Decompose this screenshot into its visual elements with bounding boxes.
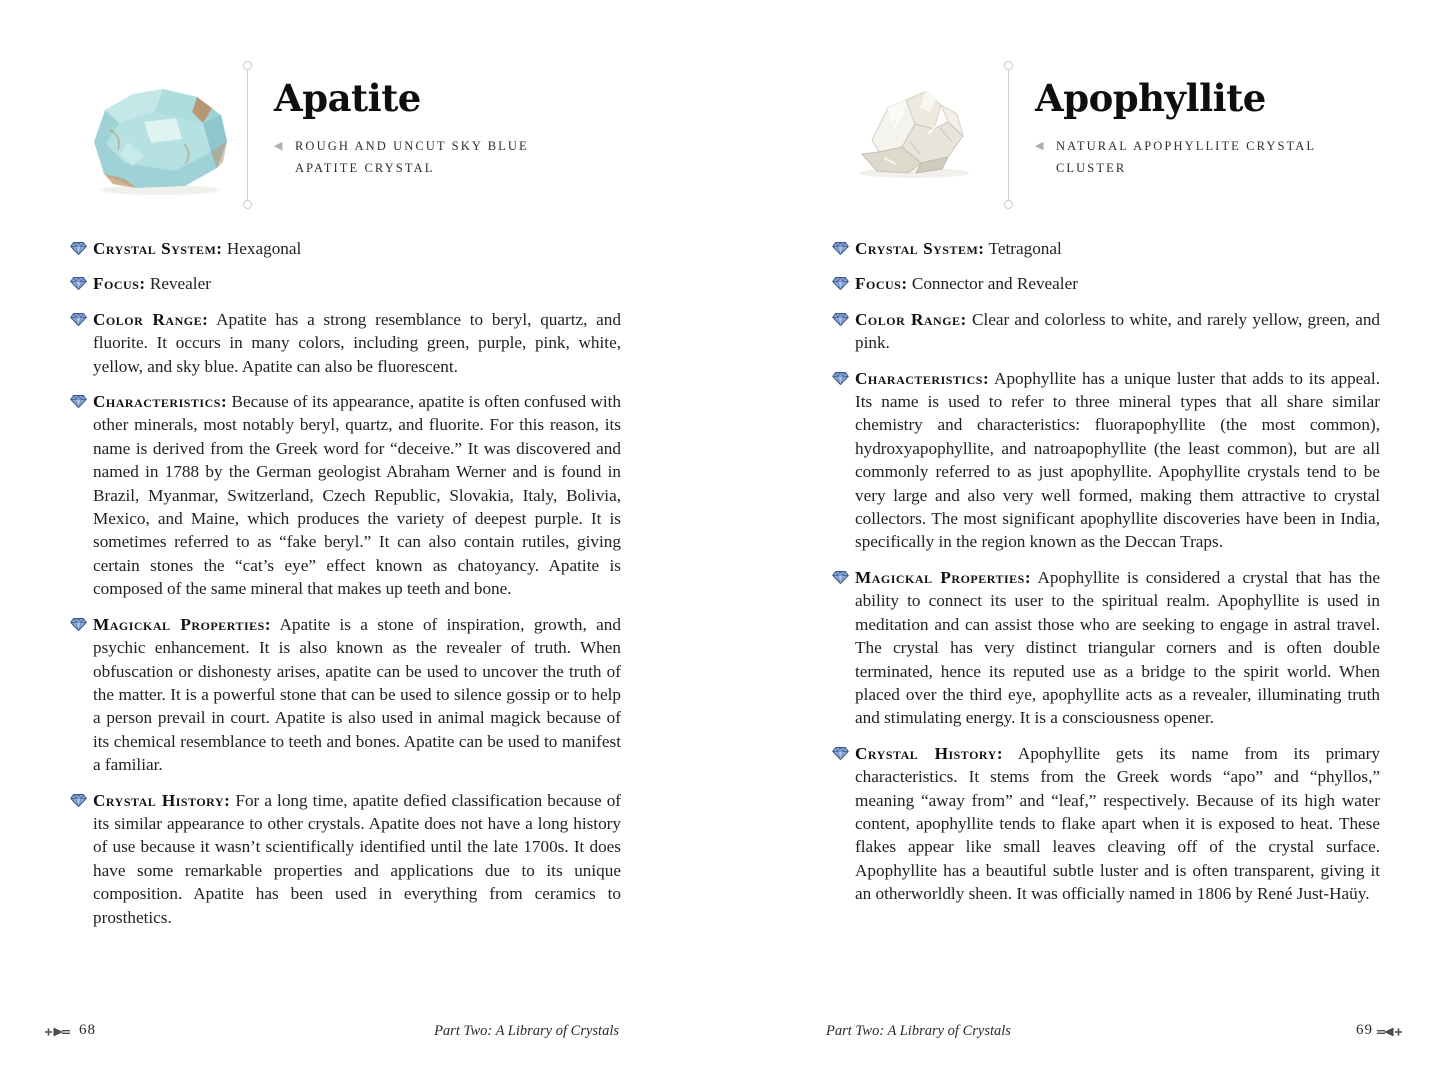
gem-bullet-icon — [70, 276, 87, 291]
entry-characteristics — [832, 367, 1380, 554]
entry-list — [832, 237, 1380, 906]
caption-arrow-icon: ◀ — [274, 138, 285, 152]
entry-crystal-system — [832, 237, 1380, 260]
entry-label: Crystal History: — [93, 790, 231, 810]
gem-bullet-icon — [832, 570, 849, 585]
gem-bullet-icon — [832, 312, 849, 327]
entry-label: Color Range: — [93, 309, 209, 329]
header-divider-rule — [1008, 70, 1009, 200]
page-number: 68 — [79, 1022, 96, 1038]
entry-text: Apophyllite gets its name from its primary characteristics. It stems from the Greek words “apo” and “phyllos,” meaning “away from” and “leaf,” respectively. Because of its high water content, apophyllite tends to flake apart when it is exposed to heat. These flakes appear like small leaves cleaving off of the crystal surface. Apophyllite has a beautiful subtle luster and is often transparent, giving it an otherworldly sheen. It was officially named in 1806 by René Just-Haüy. — [855, 743, 1380, 904]
photo-caption — [274, 135, 570, 180]
entry-text: Apatite is a stone of inspiration, growth, and psychic enhancement. It is also known as the revealer of truth. When obfuscation or dishonesty arises, apatite can be used to uncover the truth of the matter. It is a powerful stone that can be used to silence gossip or to help a person prevail in court. Apatite is also used in animal magick because of its chemical resemblance to teeth and bones. Apatite can be used to manifest a familiar. — [93, 614, 621, 775]
entry-characteristics — [70, 390, 621, 601]
entry-label: Characteristics: — [93, 392, 228, 412]
entry-text: Apatite has a strong resemblance to beryl, quartz, and fluorite. It occurs in many colors, including green, purple, pink, white, yellow, and sky blue. Apatite can also be fluorescent. — [93, 309, 621, 376]
entry-focus — [832, 272, 1380, 295]
gem-bullet-icon — [70, 241, 87, 256]
gem-bullet-icon — [70, 617, 87, 632]
gem-bullet-icon — [832, 371, 849, 386]
entry-label: Crystal History: — [855, 743, 1004, 763]
entry-text: Apophyllite has a unique luster that adds to its appeal. Its name is used to refer to three mineral types that all share similar chemistry and characteristics: fluorapophyllite (the most common), hydroxyapophyllite, and natroapophyllite (the least common), but are all commonly referred to as just apophyllite. Apophyllite crystals tend to be very large and also very well formed, making them attractive to crystal collectors. The most significant apophyllite discoveries have been in India, specifically in the region known as the Deccan Traps. — [855, 368, 1380, 552]
apatite-crystal-photo — [84, 82, 236, 203]
entry-text: Connector and Revealer — [911, 274, 1078, 294]
footer-arrow-icon — [1377, 1026, 1403, 1038]
page-footer — [722, 1022, 1445, 1044]
entry-label: Focus: — [93, 274, 146, 294]
entry-magickal-properties — [832, 566, 1380, 730]
running-title: Part Two: A Library of Crystals — [434, 1023, 619, 1039]
entry-label: Color Range: — [855, 309, 967, 329]
apophyllite-crystal-photo — [844, 84, 984, 185]
page-number: 69 — [1356, 1022, 1373, 1038]
entry-crystal-history — [70, 789, 621, 929]
entry-color-range — [832, 308, 1380, 355]
entry-list — [70, 237, 621, 929]
page-title: Apatite — [274, 76, 421, 120]
entry-label: Magickal Properties: — [855, 567, 1032, 587]
gem-bullet-icon — [70, 312, 87, 327]
photo-caption — [1035, 135, 1331, 180]
entry-label: Characteristics: — [855, 368, 990, 388]
gem-bullet-icon — [70, 394, 87, 409]
entry-crystal-history — [832, 742, 1380, 906]
page-footer — [0, 1022, 722, 1044]
entry-text: Tetragonal — [988, 239, 1062, 258]
photo-caption-text: NATURAL APOPHYLLITE CRYSTAL CLUSTER — [1056, 138, 1316, 175]
entry-label: Magickal Properties: — [93, 614, 272, 634]
page-apophyllite — [722, 0, 1445, 1084]
entry-label: Crystal System: — [93, 239, 223, 258]
caption-arrow-icon: ◀ — [1035, 138, 1046, 152]
entry-text: Hexagonal — [226, 239, 302, 258]
entry-label: Focus: — [855, 274, 908, 294]
entry-color-range — [70, 308, 621, 378]
entry-label: Crystal System: — [855, 239, 985, 258]
page-title: Apophyllite — [1035, 76, 1266, 120]
entry-crystal-system — [70, 237, 621, 260]
entry-text: Clear and colorless to white, and rarely yellow, green, and pink. — [855, 309, 1381, 353]
footer-arrow-icon — [44, 1026, 70, 1038]
gem-bullet-icon — [832, 276, 849, 291]
running-title: Part Two: A Library of Crystals — [826, 1023, 1011, 1039]
page-apatite — [0, 0, 722, 1084]
entry-text: For a long time, apatite defied classification because of its similar appearance to other crystals. Apatite does not have a long history of use because it wasn’t scientifically identified until the late 1700s. It does have some remarkable properties and applications due to its unique composition. Apatite has been used in everything from ceramics to prosthetics. — [93, 790, 622, 927]
gem-bullet-icon — [832, 241, 849, 256]
header-divider-rule — [247, 70, 248, 200]
entry-text: Revealer — [149, 274, 211, 294]
entry-text: Because of its appearance, apatite is often confused with other minerals, most notably beryl, quartz, and fluorite. For this reason, its name is derived from the Greek word for “deceive.” It was discovered and named in 1788 by the German geologist Abraham Werner and is found in Brazil, Myanmar, Switzerland, Czech Republic, Slovakia, Italy, Bolivia, Mexico, and Maine, which produces the variety of deepest purple. It is sometimes referred to as “fake beryl.” It can also contain rutiles, giving certain stones the “cat’s eye” effect known as chatoyancy. Apatite is composed of the same mineral that makes up teeth and bone. — [93, 392, 622, 599]
gem-bullet-icon — [832, 746, 849, 761]
entry-magickal-properties — [70, 613, 621, 777]
entry-text: Apophyllite is considered a crystal that has the ability to connect its user to the spiritual realm. Apophyllite is used in meditation and can assist those who are seeking to engage in astral travel. The crystal has very distinct triangular corners and is often double terminated, hence its reputed use as a bridge to the spirit world. When placed over the third eye, apophyllite acts as a revealer, illuminating truth and stimulating energy. It is a consciousness opener. — [855, 567, 1380, 728]
photo-caption-text: ROUGH AND UNCUT SKY BLUE APATITE CRYSTAL — [295, 138, 529, 175]
entry-focus — [70, 272, 621, 295]
gem-bullet-icon — [70, 793, 87, 808]
